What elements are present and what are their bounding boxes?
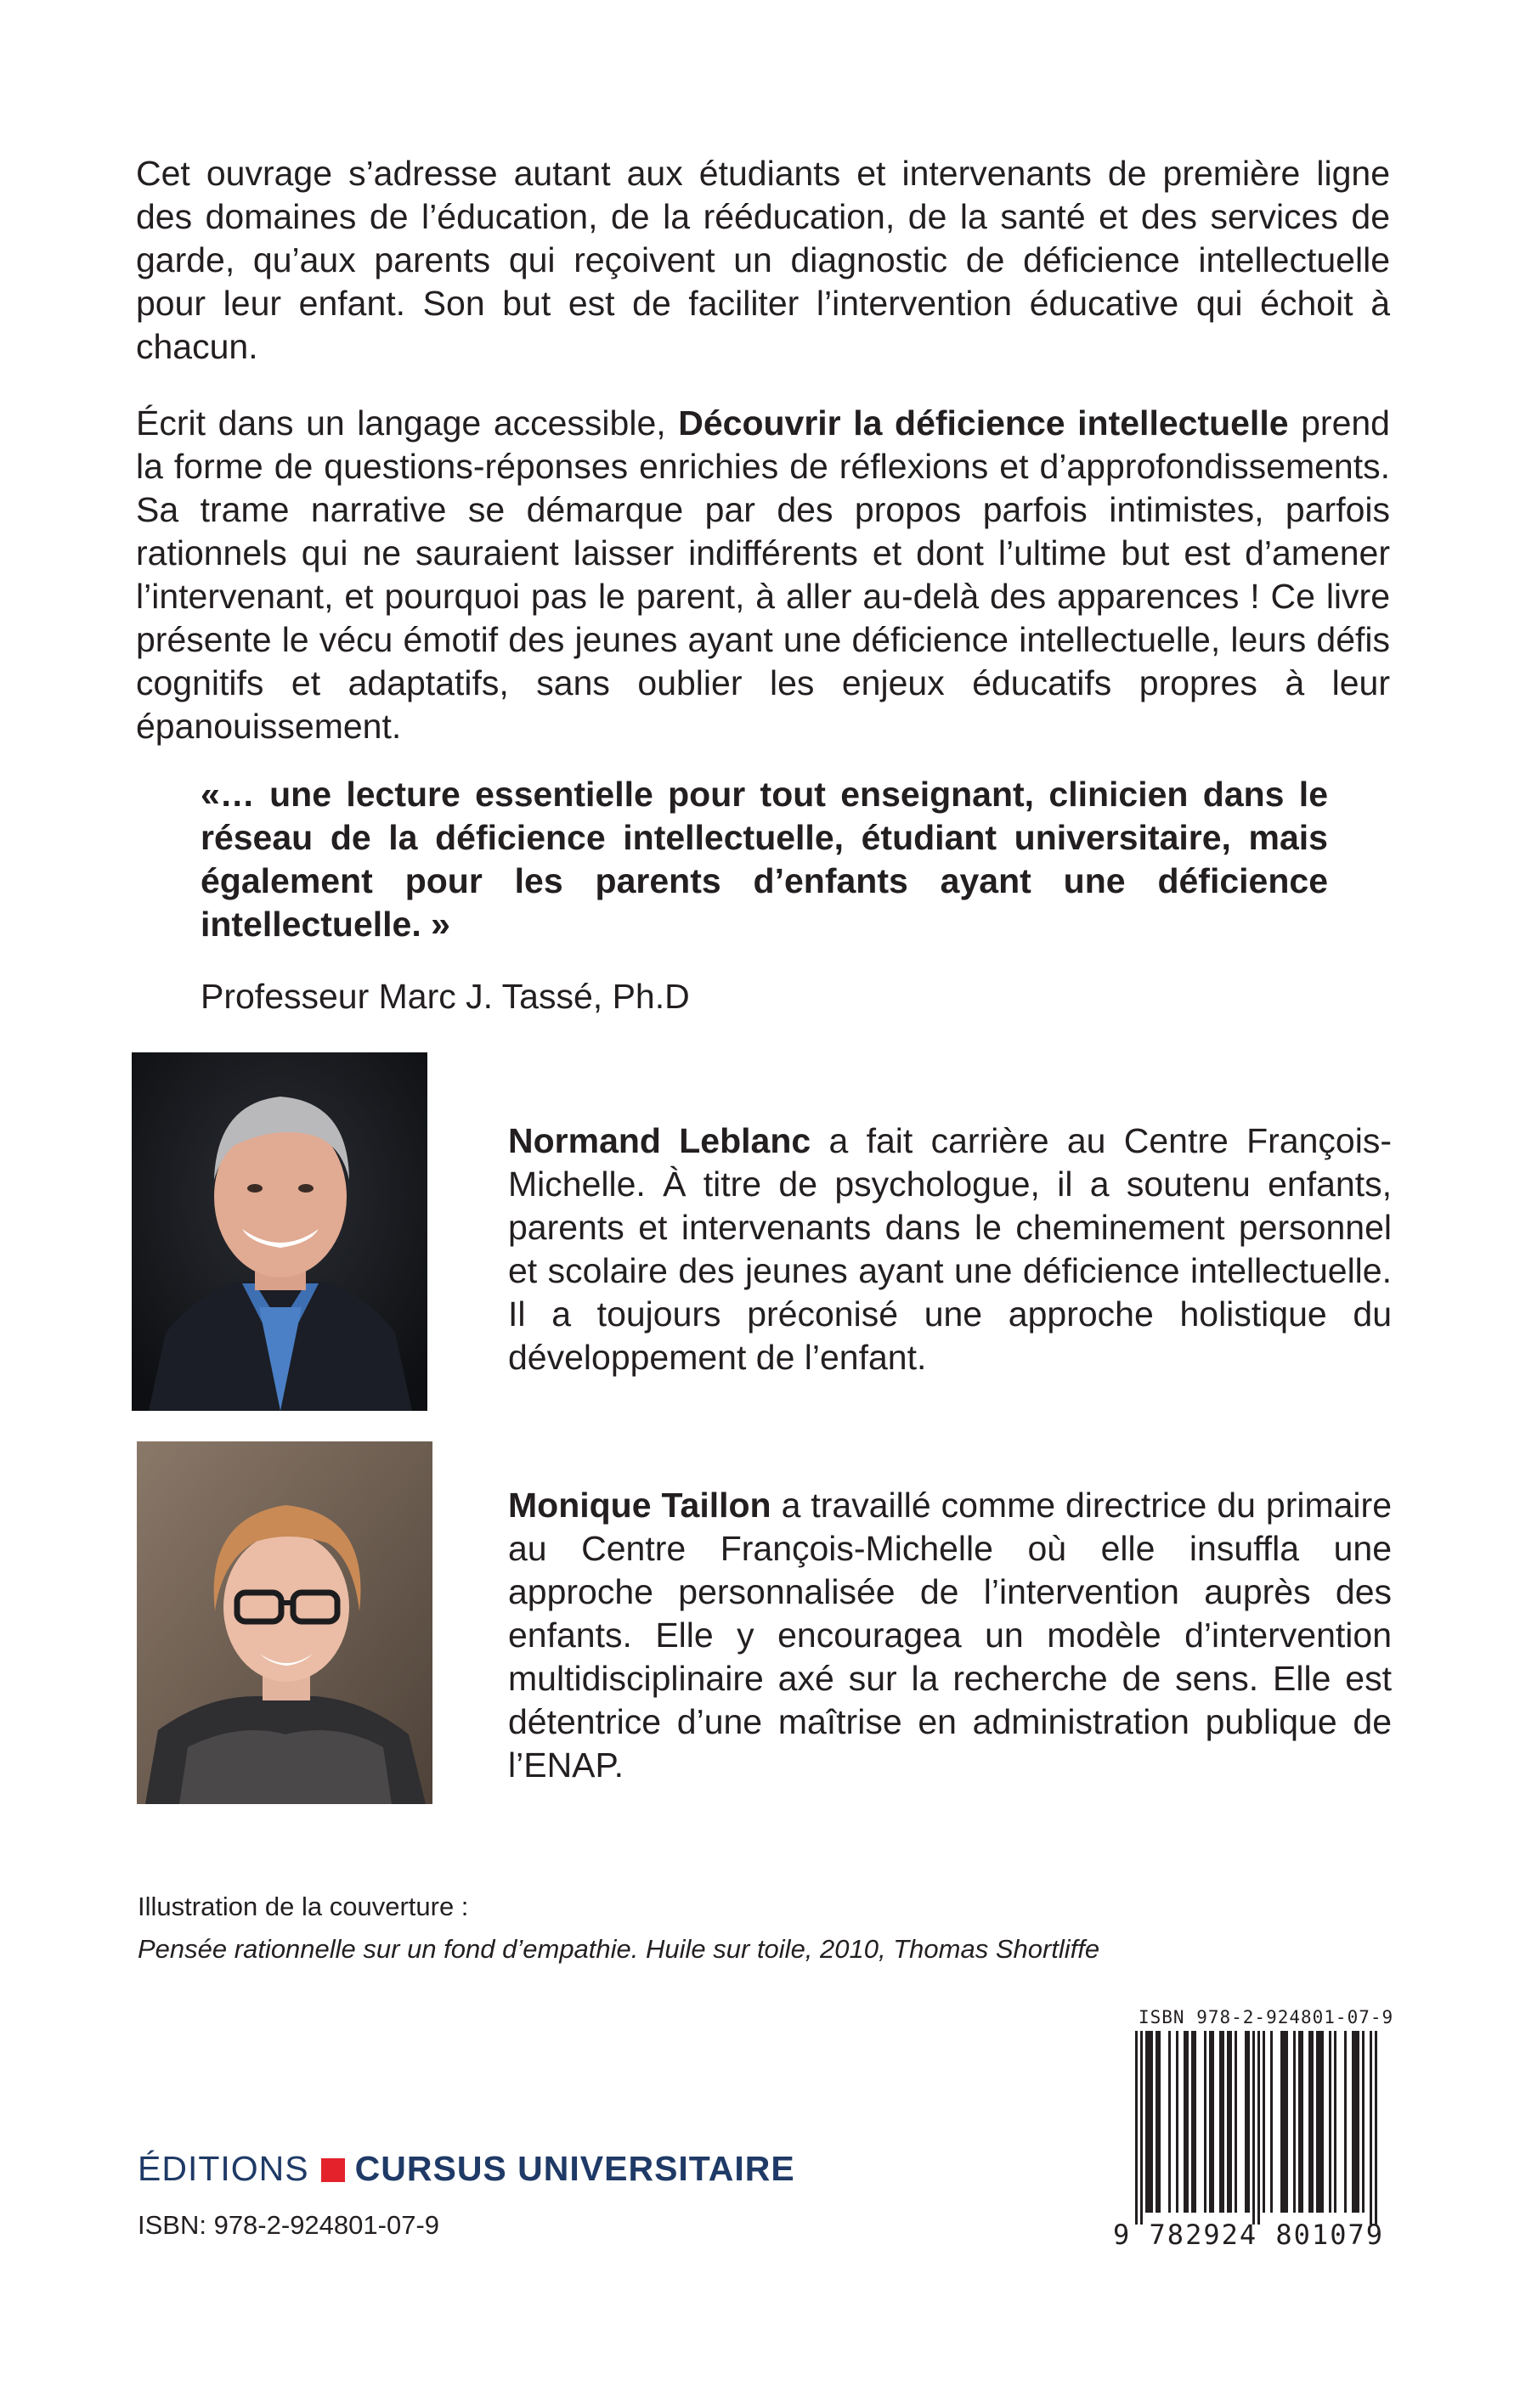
barcode-bar [1135,2031,1138,2225]
author-bio-text-leblanc: a fait carrière au Centre François-Michelle. À titre de psychologue, il a soutenu enfants, parents et intervenants dans le cheminement personnel et scolaire des jeunes ayant une déficience intellectuelle. Il a toujours préconisé une approche holistique du développement de l’enfant. [508,1121,1392,1377]
book-title: Découvrir la déficience intellectuelle [678,403,1289,443]
barcode-bar [1222,2031,1224,2213]
barcode-bar [1280,2031,1283,2213]
ean-right-group: 801079 [1275,2219,1384,2251]
author-bio-taillon [508,1484,1392,1787]
barcode-bar [1357,2031,1359,2213]
cover-illustration-label: Illustration de la couverture : [138,1892,469,1921]
barcode-bar [1370,2031,1372,2225]
barcode-bar [1257,2031,1260,2225]
barcode-bar [1270,2031,1273,2213]
publisher-editions: ÉDITIONS [138,2149,309,2188]
publisher-red-square-icon [321,2158,345,2182]
barcode-bar [1375,2031,1377,2225]
barcode-bar [1293,2031,1296,2213]
barcode-bar [1194,2031,1196,2213]
barcode-bar [1283,2031,1286,2213]
barcode-bar [1148,2031,1150,2213]
isbn-barcode [1113,2007,1399,2259]
barcode-bar [1212,2031,1214,2213]
barcode-bar [1184,2031,1186,2213]
barcode-bar [1329,2031,1331,2213]
author-photo-leblanc [132,1052,427,1411]
author-bio-text-taillon: a travaillé comme directrice du primaire au Centre François-Michelle où elle insuffla une approche personnalisée de l’intervention auprès des enfants. Elle y encouragea un modèle d’intervention multidisciplinaire axé sur la recherche de sens. Elle est détentrice d’une maîtrise en administration publique de l’ENAP. [508,1486,1392,1785]
quote-author: Professeur Marc J. Tassé, Ph.D [201,977,690,1016]
review-quote: «… une lecture essentielle pour tout enseignant, clinicien dans le réseau de la déficience intellectuelle, étudiant universitaire, mais également pour les parents d’enfants ayant une déficience intellectuelle. » [201,775,1328,944]
portrait-man-icon [132,1052,427,1411]
barcode-bar [1150,2031,1153,2213]
barcode-bar [1235,2031,1237,2213]
barcode-bar [1140,2031,1143,2225]
barcode-bar [1344,2031,1347,2213]
barcode-bar [1186,2031,1189,2213]
isbn-text: ISBN: 978-2-924801-07-9 [138,2210,440,2240]
intro-paragraph: Cet ouvrage s’adresse autant aux étudiants et intervenants de première ligne des domaines de l’éducation, de la rééducation, de la santé et des services de garde, qu’aux parents qui reçoivent un diagnostic de déficience intellectuelle pour leur enfant. Son but est de faciliter l’intervention éducative qui échoit à chacun. [136,154,1390,366]
ean-first-digit: 9 [1113,2219,1132,2251]
barcode-bar [1176,2031,1178,2213]
barcode-isbn-label: ISBN 978-2-924801-07-9 [1139,2007,1394,2027]
barcode-bar [1209,2031,1212,2213]
author-name-leblanc: Normand Leblanc [508,1121,811,1160]
description-paragraph [136,402,1390,748]
barcode-bar [1334,2031,1336,2213]
portrait-woman-icon [137,1441,432,1804]
author-name-taillon: Monique Taillon [508,1486,771,1525]
ean-left-group: 782924 [1149,2219,1258,2251]
barcode-bar [1158,2031,1161,2213]
publisher-brand: CURSUS UNIVERSITAIRE [354,2149,795,2188]
barcode-bar [1252,2031,1255,2225]
barcode-bar [1191,2031,1194,2213]
cover-illustration-credit: Pensée rationnelle sur un fond d’empathie. Huile sur toile, 2010, Thomas Shortliffe [138,1934,1100,1964]
barcode-bar [1168,2031,1171,2213]
barcode-bar [1263,2031,1265,2213]
barcode-bar [1145,2031,1148,2213]
barcode-bar [1301,2031,1303,2213]
description-suffix: prend la forme de questions-réponses enrichies de réflexions et d’approfondissements. Sa trame narrative se démarque par des propos parfois intimistes, parfois rationnels qui ne sauraient laisser indifférents et dont l’ultime but est d’amener l’intervenant, et pourquoi pas le parent, à aller au-delà des apparences ! Ce livre présente le vécu émotif des jeunes ayant une déficience intellectuelle, leurs défis cognitifs et adaptatifs, sans oublier les enjeux éducatifs propres à leur épanouissement. [136,403,1390,746]
publisher-logo [138,2147,795,2190]
barcode-bar [1227,2031,1229,2213]
barcode-bar [1156,2031,1158,2213]
barcode-bar [1204,2031,1206,2213]
barcode-icon [1113,2031,1399,2228]
author-photo-taillon [137,1441,432,1804]
description-prefix: Écrit dans un langage accessible, [136,403,679,443]
barcode-bar [1298,2031,1301,2213]
barcode-bar [1247,2031,1250,2213]
barcode-bar [1245,2031,1247,2213]
barcode-digits [1113,2218,1384,2252]
barcode-bar [1308,2031,1311,2213]
barcode-bar [1286,2031,1288,2213]
barcode-bar [1352,2031,1354,2213]
barcode-bar [1362,2031,1365,2213]
barcode-bar [1229,2031,1232,2213]
barcode-bar [1321,2031,1324,2213]
author-bio-leblanc [508,1119,1392,1379]
barcode-bar [1319,2031,1321,2213]
barcode-bar [1354,2031,1357,2213]
barcode-bar [1311,2031,1314,2213]
barcode-bar [1219,2031,1222,2213]
barcode-bar [1316,2031,1319,2213]
